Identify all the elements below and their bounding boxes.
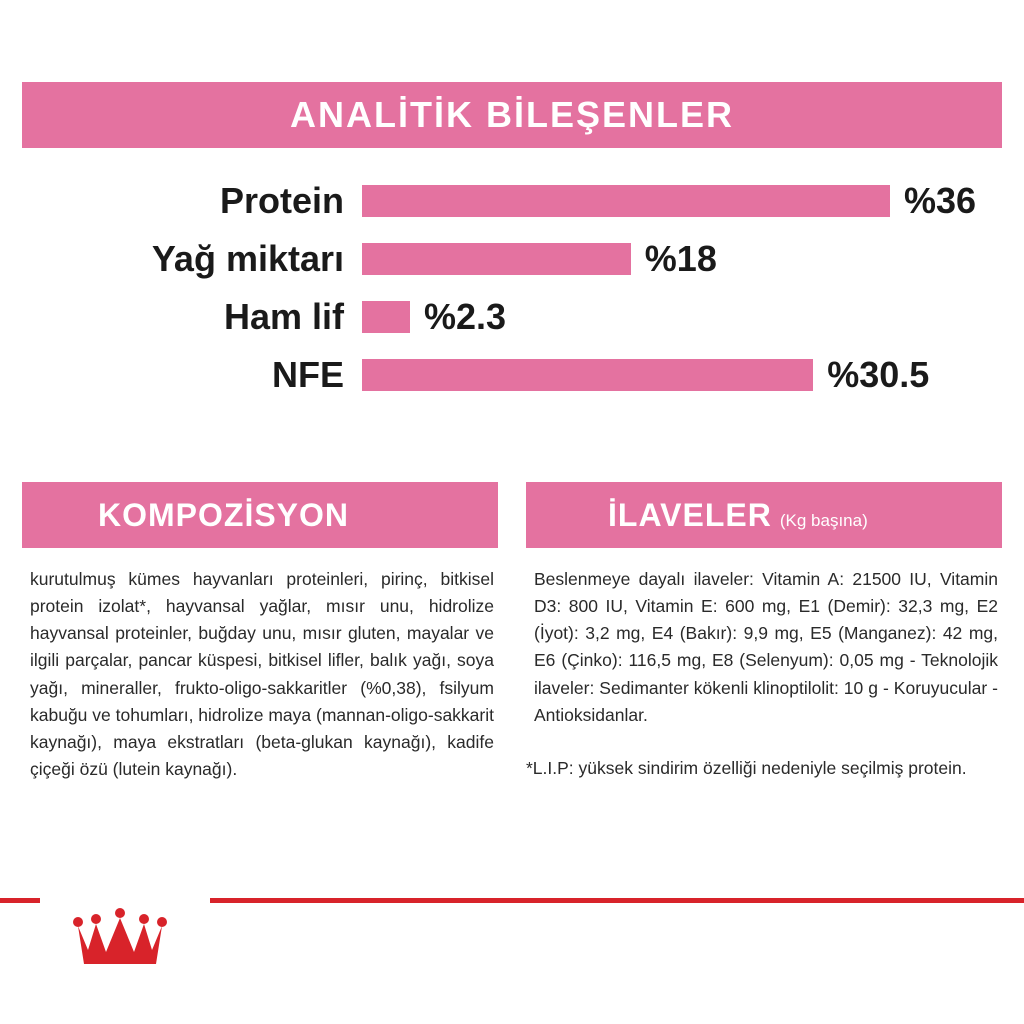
additives-note: *L.I.P: yüksek sindirim özelliği nedeniyle seçilmiş protein. <box>526 757 967 778</box>
bar-track <box>362 238 1002 279</box>
bar-track <box>362 296 1002 337</box>
crown-icon <box>72 906 168 970</box>
page-title: ANALİTİK BİLEŞENLER <box>289 94 734 135</box>
bar-fill <box>362 359 813 391</box>
bar-track <box>362 354 1002 395</box>
bar-fill <box>362 243 631 275</box>
bar-label: Yağ miktarı <box>151 238 344 279</box>
chart-row <box>22 172 1002 230</box>
analytical-components-chart <box>22 172 1002 404</box>
bar-fill <box>362 301 410 333</box>
chart-row <box>22 230 1002 288</box>
composition-title: KOMPOZİSYON <box>98 496 350 533</box>
composition-column <box>22 482 498 783</box>
bar-fill <box>362 185 890 217</box>
bar-label: NFE <box>272 354 344 395</box>
info-columns <box>22 482 1002 783</box>
additives-column <box>526 482 1002 783</box>
additives-header <box>526 482 1002 548</box>
bar-value: %2.3 <box>424 296 507 337</box>
additives-text: Beslenmeye dayalı ilaveler: Vitamin A: 21500 IU, Vitamin D3: 800 IU, Vitamin E: 600 mg, E1 (Demir): 32,3 mg, E2 (İyot): 3,2 mg, E4 (Bakır): 9,9 mg, E5 (Manganez): 42 mg, E6 (Çinko): 116,5 mg, E8 (Selenyum): 0,05 mg - Teknolojik ilaveler: Sedimanter kökenli klinoptilolit: 10 g - Koruyucular - Antioksidanlar. <box>534 569 998 725</box>
bar-value: %36 <box>904 180 977 221</box>
bar-value: %18 <box>644 238 717 279</box>
additives-title: İLAVELER <box>608 496 772 533</box>
bar-track <box>362 180 1002 221</box>
analytical-components-header <box>22 82 1002 148</box>
bar-value: %30.5 <box>827 354 930 395</box>
additives-subtitle: (Kg başına) <box>779 511 868 530</box>
chart-row <box>22 346 1002 404</box>
chart-row <box>22 288 1002 346</box>
composition-header <box>22 482 498 548</box>
logo-gap <box>40 898 210 904</box>
bar-label: Protein <box>219 180 344 221</box>
composition-text: kurutulmuş kümes hayvanları proteinleri, pirinç, bitkisel protein izolat*, hayvansal yağlar, mısır unu, hidrolize hayvansal proteinler, buğday unu, mısır gluten, mayalar ve ilgili parçalar, pancar küspesi, bitkisel lifler, balık yağı, soya yağı, mineraller, frukto-oligo-sakkaritler (%0,38), fsilyum kabuğu ve tohumları, hidrolize maya (mannan-oligo-sakkarit kaynağı), maya ekstratları (beta-glukan kaynağı), kadife çiçeği özü (lutein kaynağı). <box>30 569 494 779</box>
bar-label: Ham lif <box>223 296 344 337</box>
